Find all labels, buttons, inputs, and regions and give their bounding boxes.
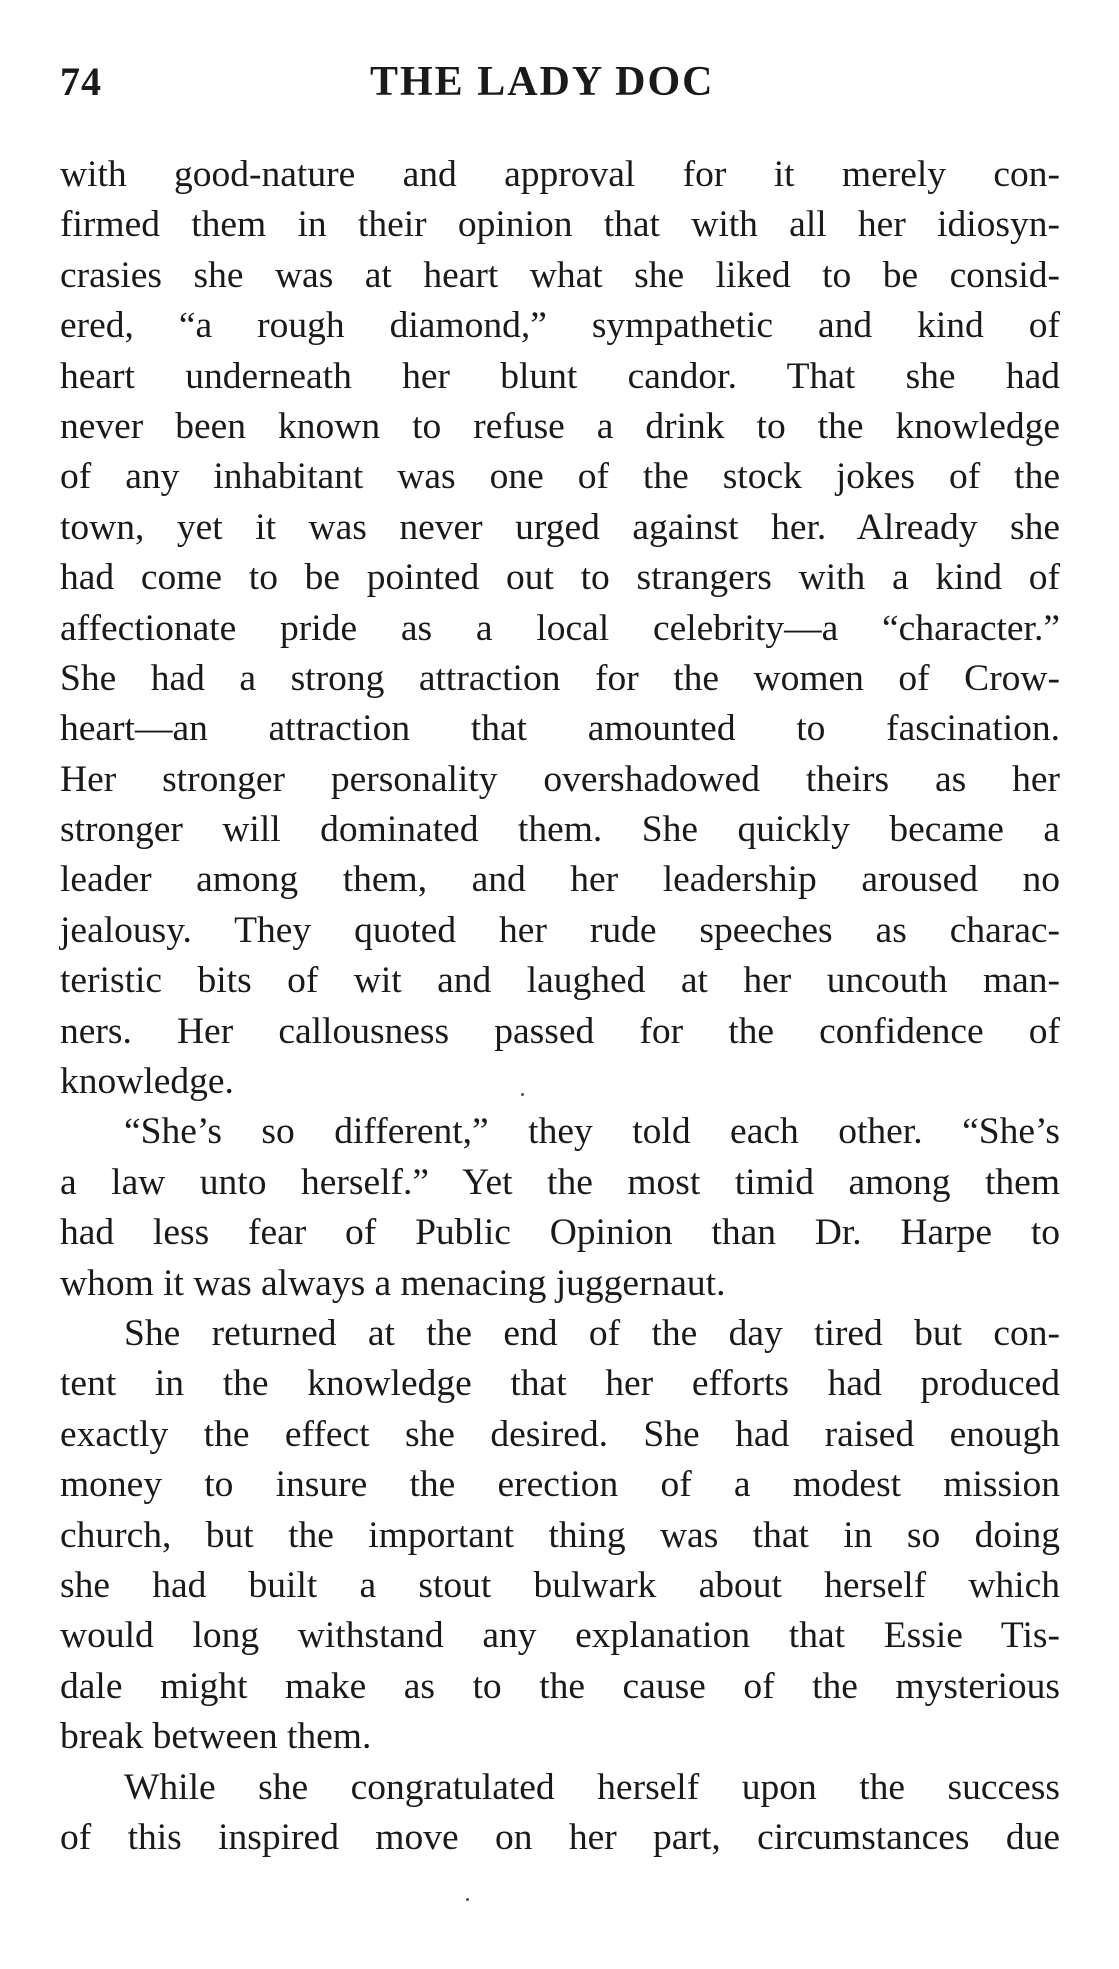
text-line: would long withstand any explanation that Essie Tis- [60,1615,1060,1657]
text-line: heart underneath her blunt candor. That she had [60,355,1060,397]
text-line: teristic bits of wit and laughed at her uncouth man- [60,960,1060,1002]
text-line: money to insure the erection of a modest mission [60,1464,1060,1506]
text-line: a law unto herself.” Yet the most timid among them [60,1161,1060,1203]
text-line: leader among them, and her leadership aroused no [60,859,1060,901]
text-line: While she congratulated herself upon the success [124,1766,1060,1808]
running-title: THE LADY DOC [370,59,715,105]
text-line: she had built a stout bulwark about herself which [60,1564,1060,1606]
text-line: crasies she was at heart what she liked to be consid- [60,254,1060,296]
text-line: jealousy. They quoted her rude speeches as charac- [60,909,1060,951]
text-line: “She’s so different,” they told each other. “She’s [124,1111,1060,1153]
text-line: ered, “a rough diamond,” sympathetic and kind of [60,305,1060,347]
text-line: with good-nature and approval for it merely con- [60,154,1060,195]
text-line: had less fear of Public Opinion than Dr. Harpe to [60,1212,1060,1254]
text-line: ners. Her callousness passed for the confidence of [60,1010,1060,1052]
text-line: affectionate pride as a local celebrity—a “character.” [60,607,1060,649]
text-line: whom it was always a menacing juggernaut. [60,1262,726,1304]
text-line: She returned at the end of the day tired but con- [124,1312,1060,1354]
text-line: church, but the important thing was that in so doing [60,1514,1060,1556]
text-line: knowledge. [60,1061,234,1103]
text-line: had come to be pointed out to strangers with a kind of [60,557,1060,599]
text-line: town, yet it was never urged against her. Already she [60,506,1060,548]
text-line: heart—an attraction that amounted to fascination. [60,708,1060,750]
text-line: stronger will dominated them. She quickly became a [60,809,1060,851]
page-number: 74 [60,59,102,104]
text-line: dale might make as to the cause of the mysterious [60,1665,1060,1707]
text-line: of this inspired move on her part, circumstances due [60,1816,1060,1858]
paper-speck [521,1093,524,1096]
paper-speck [466,1898,469,1901]
text-line: never been known to refuse a drink to the knowledge [60,405,1060,447]
text-line: She had a strong attraction for the women of Crow- [60,657,1060,699]
text-line: break between them. [60,1716,372,1758]
text-line: firmed them in their opinion that with all her idiosyn- [60,204,1060,246]
text-line: Her stronger personality overshadowed theirs as her [60,758,1060,800]
text-line: of any inhabitant was one of the stock jokes of the [60,456,1060,498]
text-line: tent in the knowledge that her efforts had produced [60,1363,1060,1405]
body-text [60,150,1060,1863]
text-line: exactly the effect she desired. She had raised enough [60,1413,1060,1455]
running-head [60,58,1060,108]
